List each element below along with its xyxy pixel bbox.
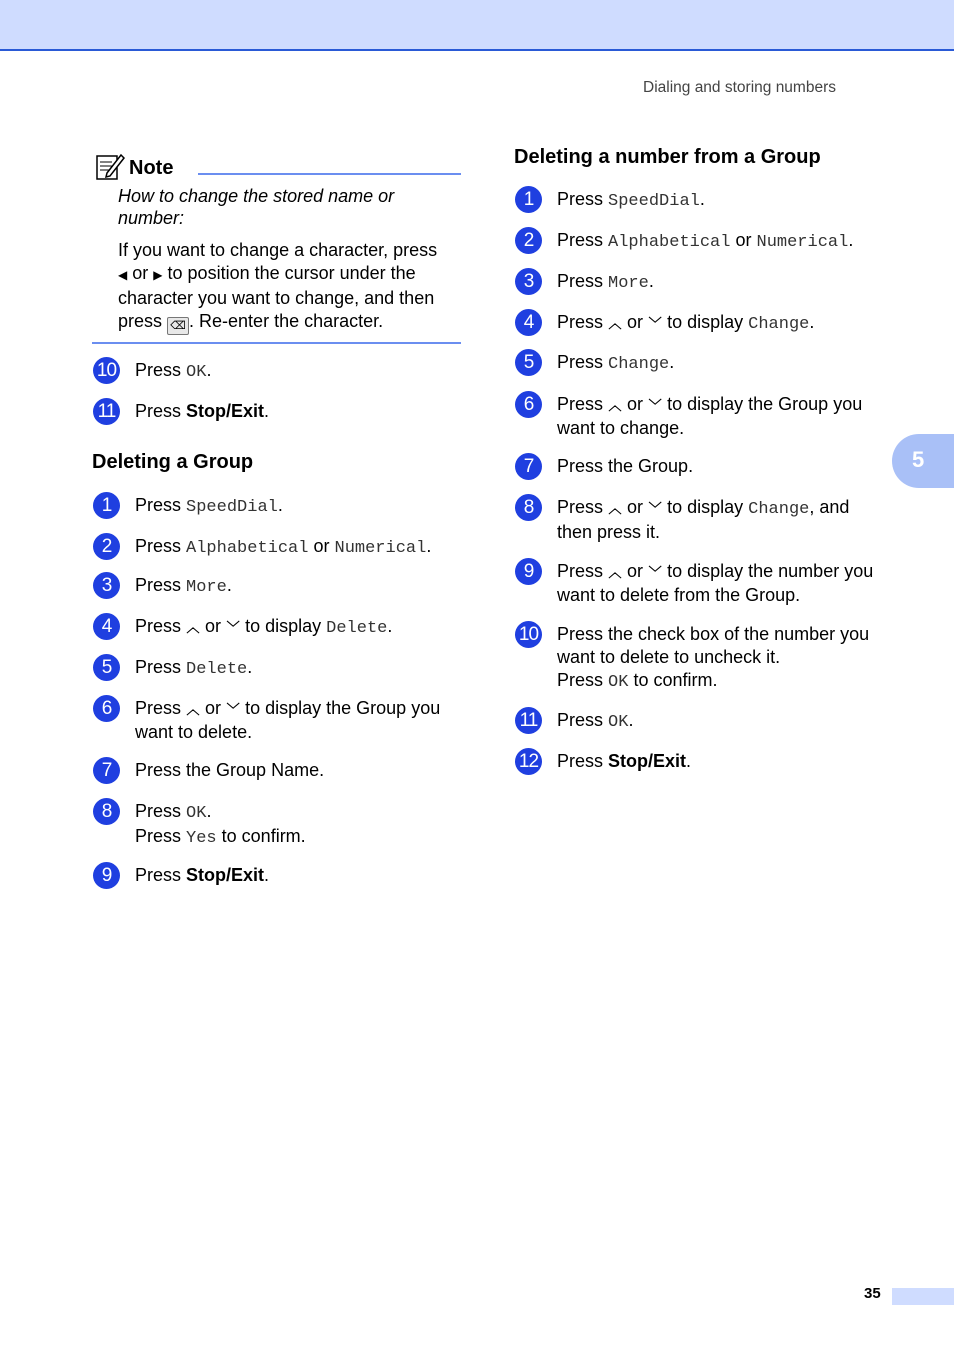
running-header: Dialing and storing numbers [643, 79, 836, 96]
section-title-deleting-number: Deleting a number from a Group [514, 146, 821, 168]
step-number: 10 [93, 357, 120, 384]
note-body-text-4: . Re-enter the character. [189, 311, 384, 331]
down-arrow-icon: ﹀ [648, 565, 662, 580]
footer-bar [892, 1288, 954, 1305]
section-title-deleting-group: Deleting a Group [92, 451, 254, 473]
backspace-key-icon: ⌫ [167, 317, 189, 335]
note-label: Note [129, 157, 174, 179]
note-press: press [118, 311, 163, 331]
up-arrow-icon: ︿ [608, 316, 622, 331]
down-arrow-icon: ﹀ [648, 398, 662, 413]
note-body-text-1: If you want to change a character, press [118, 240, 438, 260]
down-arrow-icon: ﹀ [648, 501, 662, 516]
note-subtitle: How to change the stored name or number: [118, 186, 395, 228]
right-triangle-icon: ▶ [153, 268, 163, 282]
note-body-text-2: to position the cursor under the [167, 263, 416, 283]
down-arrow-icon: ﹀ [226, 702, 240, 717]
left-triangle-icon: ◀ [118, 268, 128, 282]
note-or: or [132, 263, 149, 283]
top-banner [0, 0, 954, 51]
up-arrow-icon: ︿ [186, 620, 200, 635]
note-rule-bottom [92, 342, 461, 344]
step-number: 11 [93, 398, 120, 425]
up-arrow-icon: ︿ [608, 398, 622, 413]
chapter-tab [892, 434, 954, 488]
page-number: 35 [864, 1285, 881, 1302]
up-arrow-icon: ︿ [608, 501, 622, 516]
note-rule-top [198, 173, 461, 175]
down-arrow-icon: ﹀ [648, 316, 662, 331]
note-pencil-icon [95, 151, 125, 181]
note-body-text-3: character you want to change, and then [118, 288, 435, 308]
up-arrow-icon: ︿ [186, 702, 200, 717]
chapter-number: 5 [912, 447, 925, 472]
note-body [118, 239, 463, 335]
down-arrow-icon: ﹀ [226, 620, 240, 635]
up-arrow-icon: ︿ [608, 565, 622, 580]
